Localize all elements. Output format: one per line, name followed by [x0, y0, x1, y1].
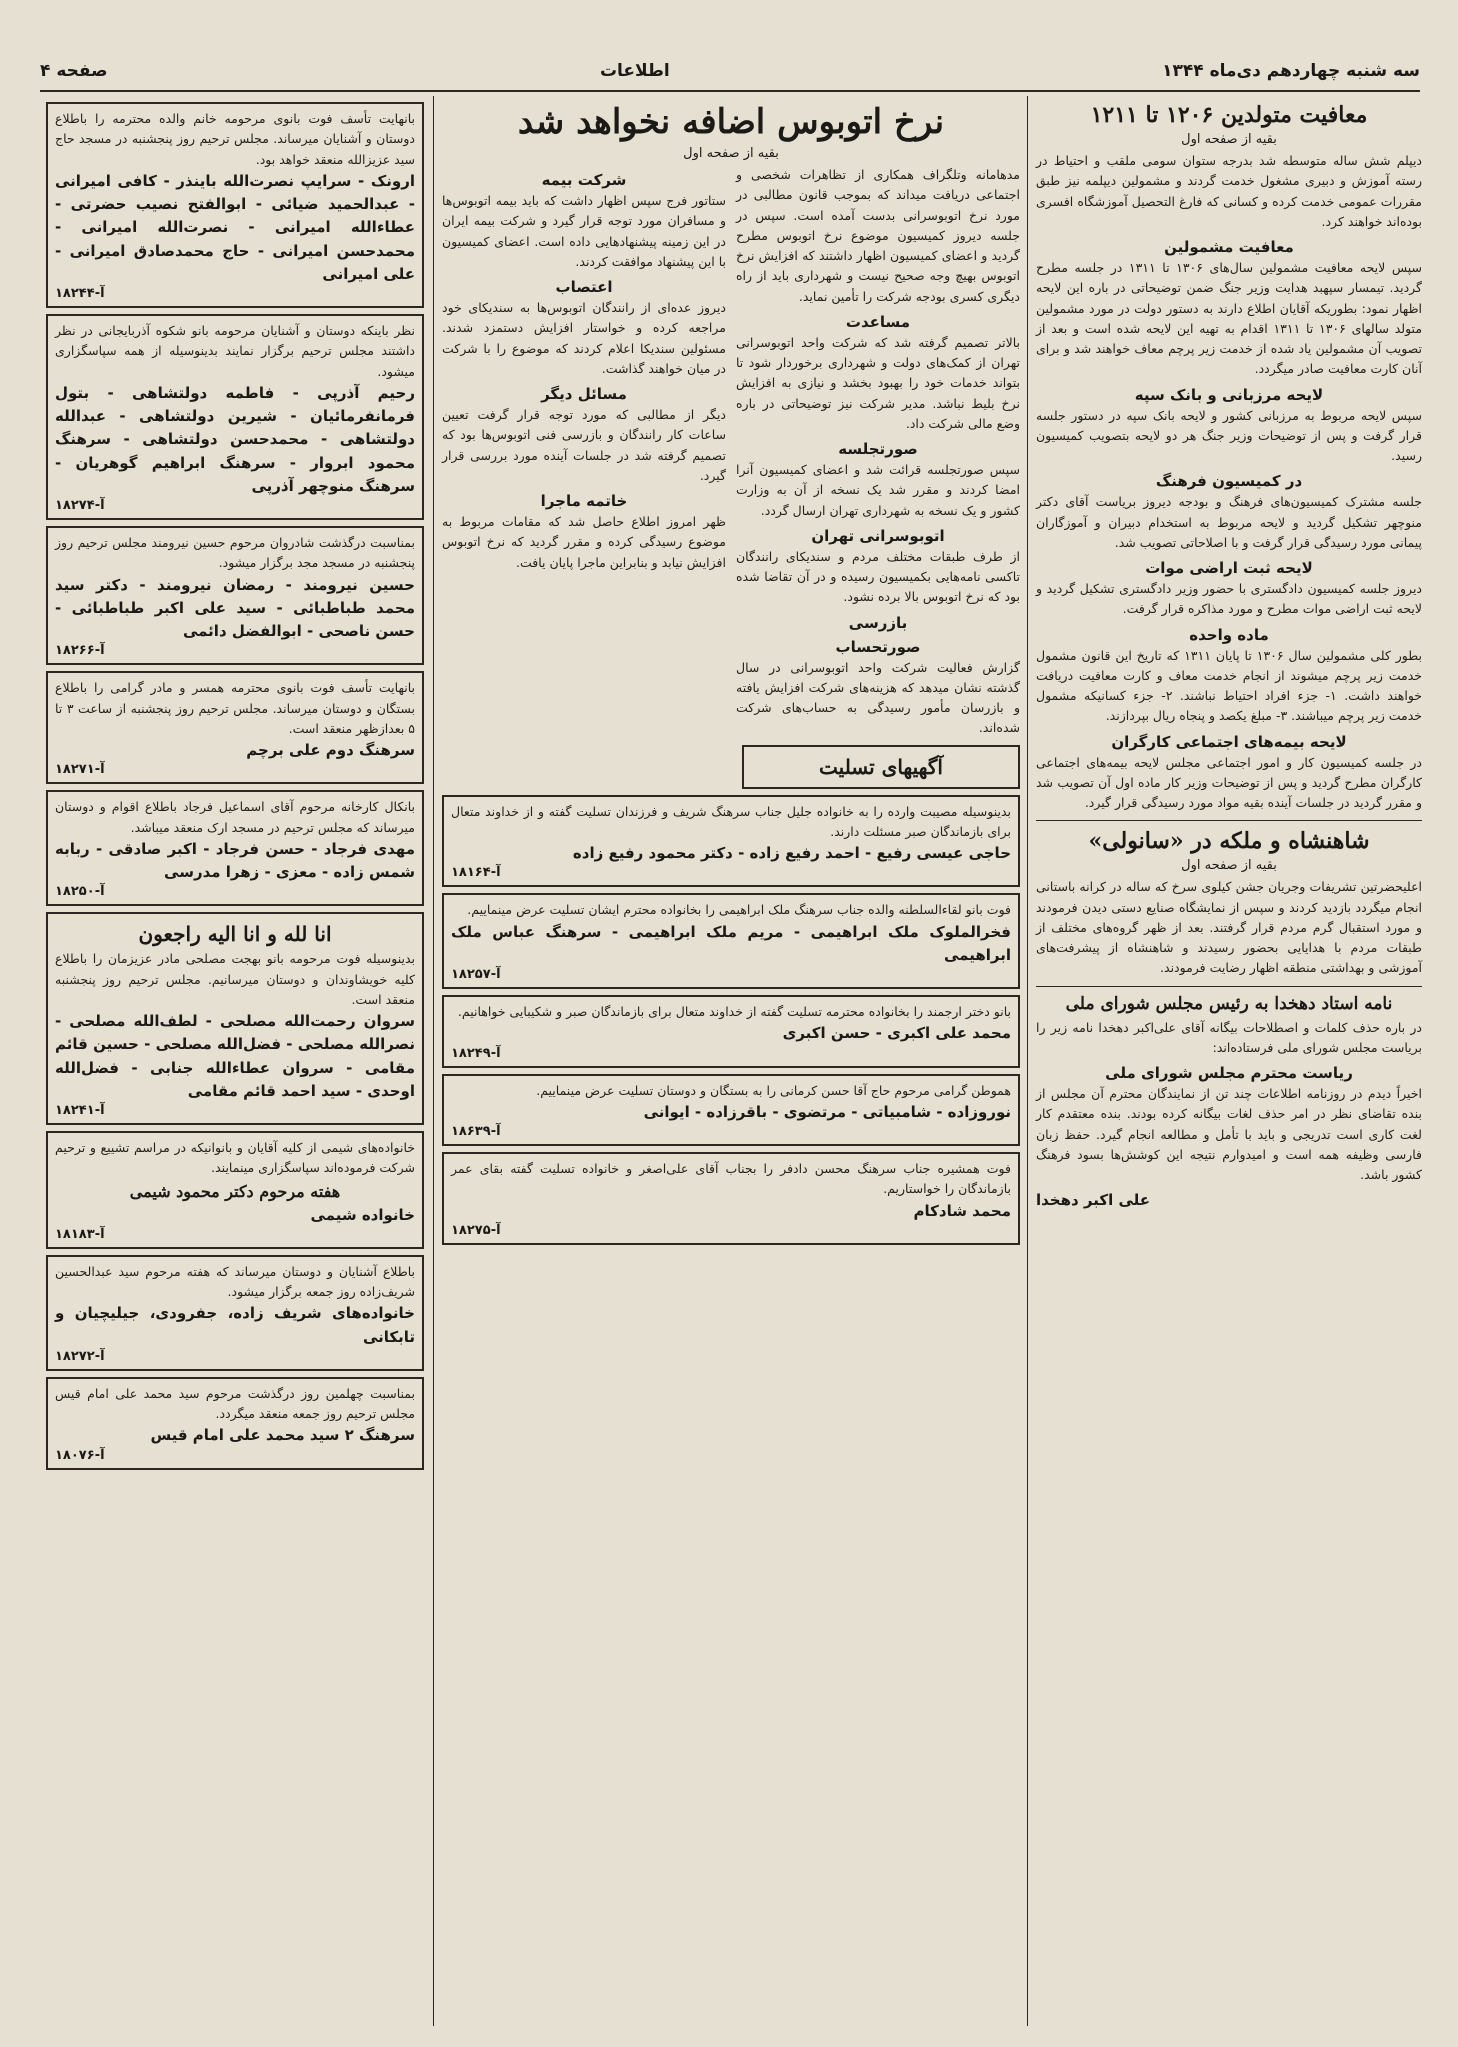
- obituary-ad: [46, 1377, 424, 1470]
- article-text: اخیراً دیدم در روزنامه اطلاعات چند تن از نمایندگان محترم آن مجلس از بنده تقاضای نظر در امر حذف لغات بیگانه کرده بودند. بنده معتقدم کار لغت کاری است تدریجی و باید با تأمل و مطالعه انجام گیرد. حفظ زبان فارسی وظیفه همه است و امیدوارم نتیجه این کوشش‌ها بسود فرهنگ کشور باشد.: [1036, 1086, 1422, 1182]
- subheading: شرکت بیمه: [541, 171, 627, 189]
- article-text: بالاتر تصمیم گرفته شد که شرکت واحد اتوبوسرانی تهران از کمک‌های دولت و شهرداری برخوردار شود تا بتواند خدمات خود را بهبود بخشد و نیازی به افزایش نرخ بلیط نباشد. مدیر شرکت نیز توضیحاتی در باره وضع مالی شرکت داد.: [736, 334, 1020, 431]
- subheading: ماده واحده: [1189, 625, 1269, 644]
- column-divider: [1027, 96, 1028, 2026]
- condolence-ad: [442, 893, 1020, 989]
- ad-code: آ-۱۸۲۷۵: [451, 1222, 501, 1238]
- subheading: صورتحساب: [835, 637, 921, 656]
- ad-text: بدینوسیله مصیبت وارده را به خانواده جلیل جناب سرهنگ شریف و فرزندان تسلیت گفته و از خداوند متعال برای بازماندگان صبر مسئلت دارند.: [451, 803, 1011, 839]
- ad-code: آ-۱۸۲۷۱: [55, 762, 105, 778]
- obituary-ad: [46, 1131, 424, 1249]
- issue-date: سه شنبه چهاردهم دی‌ماه ۱۳۴۴: [1162, 61, 1420, 81]
- continued-note: بقیه از صفحه اول: [683, 146, 779, 161]
- ad-text: فوت همشیره جناب سرهنگ محسن دادفر را بجناب آقای علی‌اصغر و خانواده تسلیت گفته بقای عمر بازماندگان را خواستاریم.: [451, 1161, 1011, 1197]
- headline-dehkhoda: نامه استاد دهخدا به رئیس مجلس شورای ملی: [1065, 993, 1393, 1014]
- page-label: صفحه ۴: [40, 61, 108, 81]
- masthead: [40, 52, 1420, 92]
- signature: علی اکبر دهخدا: [1036, 1191, 1151, 1210]
- ad-code: آ-۱۸۲۶۶: [55, 643, 105, 659]
- obituary-ad: [46, 102, 424, 308]
- subheading: لایحه ثبت اراضی موات: [1145, 559, 1313, 577]
- article-text: گزارش فعالیت شرکت واحد اتوبوسرانی در سال گذشته نشان میدهد که هزینه‌های شرکت افزایش یافته و بازرسان مأمور رسیدگی به حساب‌های شرکت شده‌اند.: [736, 659, 1020, 736]
- column-right: [1030, 96, 1428, 2026]
- ad-code: آ-۱۸۱۸۳: [55, 1226, 105, 1242]
- obituary-ad: [46, 912, 424, 1125]
- ad-names: خانواده‌های شریف زاده، جفرودی، جیلیچیان و تابکانی: [55, 1304, 415, 1346]
- ad-names: نوروزاده - شامبیاتی - مرتضوی - باقرزاده - ایوانی: [643, 1102, 1011, 1121]
- article-text: ستاتور فرج سپس اظهار داشت که باید بیمه اتوبوس‌ها و مسافران مورد توجه قرار گیرد و شرکت بیمه ایران در این زمینه پیشنهادهایی داده است. اعضای کمیسیون با این پیشنهاد موافقت کردند.: [442, 193, 726, 269]
- obituary-ad: [46, 671, 424, 784]
- headline-exemption: معافیت متولدین ۱۲۰۶ تا ۱۲۱۱: [1090, 102, 1368, 128]
- article-text: مدهامانه وتلگراف همکاری از تظاهرات شخصی و اجتماعی دریافت میداند که بموجب قانون مطالبی در مورد نرخ اتوبوسرانی بدست آمده است. سپس در جلسه دیروز کمیسیون موضوع نرخ اتوبوس مطرح گردید و اعضای کمیسیون اظهار داشتند که افزایش نرخ اتوبوس بهیچ وجه صحیح نیست و شهرداری باید از راه دیگری کسری بودجه شرکت را تأمین نماید.: [736, 167, 1020, 304]
- ad-code: آ-۱۸۲۴۹: [451, 1045, 501, 1061]
- ad-text: هموطن گرامی مرحوم حاج آقا حسن کرمانی را به بستگان و دوستان تسلیت عرض مینماییم.: [536, 1082, 1011, 1098]
- subheading: خاتمه ماجرا: [540, 492, 628, 510]
- headline-bus-fare: نرخ اتوبوس اضافه نخواهد شد: [517, 102, 945, 142]
- subheading: اعتصاب: [555, 278, 613, 296]
- ad-code: آ-۱۸۶۳۹: [451, 1124, 501, 1139]
- ad-code: آ-۱۸۲۵۷: [451, 967, 501, 982]
- ad-code: آ-۱۸۲۴۴: [55, 286, 105, 301]
- ad-text: بدینوسیله فوت مرحومه بانو بهجت مصلحی مادر عزیزمان را باطلاع کلیه خویشاوندان و دوستان میرسانیم. مجلس ترحیم روز پنجشنبه منعقد است.: [55, 951, 415, 1007]
- ad-names: مهدی فرجاد - حسن فرجاد - اکبر صادقی - ربابه شمس زاده - معزی - زهرا مدرسی: [55, 839, 415, 881]
- ad-text: بانکال کارخانه مرحوم آقای اسماعیل فرجاد باطلاع اقوام و دوستان میرساند که مجلس ترحیم در مسجد ارک منعقد میباشد.: [55, 799, 415, 835]
- column-left: [40, 96, 430, 2026]
- article-two-columns: [442, 165, 1020, 739]
- ad-names: محمد شادکام: [913, 1201, 1011, 1220]
- subheading: اتوبوسرانی تهران: [811, 526, 945, 545]
- obituary-ad: [46, 314, 424, 520]
- continued-note: بقیه از صفحه اول: [1181, 858, 1277, 874]
- article-text: دیپلم شش ساله متوسطه شد بدرجه ستوان سومی ملقب و احتیاط در رسته آموزش و دبیری مشغول خدمت گردند و مشمولین دیپلمه نیز طبق مقررات عمومی خدمت کرده و کسانی که فارغ التحصیل آموزشگاه افسری بوده‌اند خواهند کرد.: [1036, 153, 1422, 229]
- ad-text: فوت بانو لقاءالسلطنه والده جناب سرهنگ ملک ابراهیمی را بخانواده محترم ایشان تسلیت عرض مینماییم.: [467, 902, 1011, 918]
- subheading: در کمیسیون فرهنگ: [1155, 472, 1303, 491]
- article-text: ظهر امروز اطلاع حاصل شد که مقامات مربوط به موضوع رسیدگی کرده و مقرر گردید که نرخ اتوبوس افزایش نیابد و بنابراین ماجرا پایان یافت.: [442, 514, 726, 570]
- subheading: لایحه مرزبانی و بانک سپه: [1134, 385, 1324, 404]
- article-text: دیگر از مطالبی که مورد توجه قرار گرفت تعیین ساعات کار رانندگان و بازرسی فنی اتوبوس‌ها بود که تصمیم گرفته شد در جلسات آینده مورد بررسی قرار گیرد.: [442, 407, 726, 483]
- obituary-ad: [46, 1255, 424, 1371]
- subheading: لایحه بیمه‌های اجتماعی کارگران: [1111, 732, 1347, 751]
- subheading: صورتجلسه: [838, 440, 918, 458]
- column-divider: [433, 96, 434, 2026]
- article-text: بطور کلی مشمولین سال ۱۳۰۶ تا پایان ۱۳۱۱ که تاریخ این قانون مشمول خدمت زیر پرچم میشوند از انجام خدمت معاف و کارت معافیت دریافت خواهند داشت. ۱- جزء افراد احتیاط نباشند. ۲- جزء کسانیکه مشمول خدمت زیر پرچم میباشند. ۳- مبلغ یکصد و پنجاه ریال بپردازند.: [1036, 647, 1423, 724]
- ad-names: خانواده شیمی: [310, 1205, 415, 1224]
- paper-name: اطلاعات: [599, 61, 670, 81]
- ad-text: بانو دختر ارجمند را بخانواده محترمه تسلیت گفته از خداوند متعال برای بازماندگان صبر و شکیبایی خواهانیم.: [457, 1004, 1011, 1019]
- ad-text: بانهایت تأسف فوت بانوی محترمه همسر و مادر گرامی را باطلاع بستگان و دوستان میرساند. مجلس ترحیم روز پنجشنبه از ساعت ۳ تا ۵ بعدازظهر منعقد است.: [55, 680, 415, 736]
- article-text: از طرف طبقات مختلف مردم و سندیکای رانندگان تاکسی نامه‌هایی بکمیسیون رسیده و در آن تقاضا شده بود که نرخ اتوبوس بالا برده نشود.: [736, 548, 1020, 605]
- ad-names: محمد علی اکبری - حسن اکبری: [782, 1024, 1011, 1043]
- ad-names: حسین نیرومند - رمضان نیرومند - دکتر سید محمد طباطبائی - سید علی اکبر طباطبائی - حسن ناصحی - ابوالفضل دائمی: [55, 575, 415, 640]
- subheading: معافیت مشمولین: [1164, 238, 1294, 256]
- article-subcolumn: [442, 165, 726, 739]
- article-text: در باره حذف کلمات و اصطلاحات بیگانه آقای علی‌اکبر دهخدا نامه زیر را بریاست مجلس شورای ملی فرستاده‌اند:: [1036, 1019, 1422, 1055]
- continued-note: بقیه از صفحه اول: [1181, 132, 1277, 147]
- divider: [1036, 820, 1422, 821]
- condolence-ad: [442, 995, 1020, 1068]
- ad-names: رحیم آذرپی - فاطمه دولتشاهی - بتول فرمانفرمائیان - شیرین دولتشاهی - عبدالله دولتشاهی - محمدحسن دولتشاهی - سرهنگ محمود ابروار - سرهنگ ابراهیم گوهریان - سرهنگ منوچهر آذرپی: [55, 383, 415, 495]
- article-text: دیروز عده‌ای از رانندگان اتوبوس‌ها به سندیکای خود مراجعه کرده و خواستار افزایش دستمزد شدند. مسئولین سندیکا اعلام کردند که موضوع را با شرکت در میان خواهند گذاشت.: [442, 300, 726, 376]
- article-subcolumn: [736, 165, 1020, 739]
- condolence-ad: [442, 1152, 1020, 1245]
- article-text: دیروز جلسه کمیسیون دادگستری با حضور وزیر دادگستری تشکیل گردید و لایحه ثبت اراضی موات مطرح و مورد مذاکره قرار گرفت.: [1036, 581, 1422, 617]
- subheading: ریاست محترم مجلس شورای ملی: [1105, 1064, 1353, 1082]
- ad-code: آ-۱۸۲۵۰: [55, 884, 105, 900]
- ad-names: سرهنگ دوم علی برچم: [246, 741, 415, 759]
- ad-text: بمناسبت چهلمین روز درگذشت مرحوم سید محمد علی امام قیس مجلس ترحیم روز جمعه منعقد میگردد.: [55, 1385, 415, 1421]
- ad-text: بمناسبت درگذشت شادروان مرحوم حسین نیرومند مجلس ترحیم روز پنجشنبه در مسجد مجد برگزار میشود.: [55, 535, 415, 571]
- ad-names: ارونک - سرایپ نصرت‌الله باینذر - کافی امیرانی - عبدالحمید ضیائی - ابوالفتح نصیب حضرتی - عطاءالله امیرانی - نصرت‌الله امیرانی - محمدحسن امیرانی - حاج محمدصادق امیرانی - علی امیرانی: [55, 171, 415, 283]
- article-text: جلسه مشترک کمیسیون‌های فرهنگ و بودجه دیروز بریاست آقای دکتر منوچهر تشکیل گردید و لایحه مربوط به استخدام دبیران و آموزگاران پیمانی مورد رسیدگی قرار گرفت و با اصلاحاتی تصویب شد.: [1036, 494, 1422, 550]
- ad-code: آ-۱۸۱۶۴: [451, 865, 501, 881]
- ad-code: آ-۱۸۲۷۲: [55, 1348, 105, 1364]
- obituary-ad: [46, 790, 424, 906]
- condolence-title: آگهیهای تسلیت: [819, 754, 943, 779]
- condolence-ad: [442, 795, 1020, 888]
- ad-names: سرهنگ ۲ سید محمد علی امام قیس: [150, 1426, 415, 1445]
- article-text: در جلسه کمیسیون کار و امور اجتماعی مجلس لایحه بیمه‌های اجتماعی کارگران مطرح گردید و پس از توضیحات وزیر کار ماده اول آن تصویب شد و مقرر گردید در جلسات آینده بقیه مواد مورد رسیدگی قرار گیرد.: [1036, 754, 1422, 810]
- subheading: بازرسی: [848, 613, 908, 632]
- ad-names: فخرالملوک ملک ابراهیمی - مریم ملک ابراهیمی - سرهنگ عباس ملک ابراهیمی: [451, 922, 1011, 964]
- ad-code: آ-۱۸۲۷۴: [55, 498, 105, 513]
- condolence-ad: [442, 1074, 1020, 1147]
- ad-code: آ-۱۸۲۴۱: [55, 1103, 105, 1118]
- article-text: اعلیحضرتین تشریفات وجریان جشن کیلوی سرخ که ساله در کرانه باستانی انجام میگردد بازدید کردند و سپس از نمایشگاه صنایع دستی دیدن فرمودند و مورد استقبال گرم مردم قرار گرفتند. بعد از ظهر گروه‌های مختلف از طبقات مردم با هدایایی بحضور رسیدند و شاهنشاه از پیشرفت‌های آموزشی و بهداشتی منطقه اظهار رضایت فرمودند.: [1036, 879, 1422, 976]
- ad-text: باطلاع آشنایان و دوستان میرساند که هفته مرحوم سید عبدالحسین شریف‌زاده روز جمعه برگزار میشود.: [55, 1263, 415, 1299]
- ad-title: هفته مرحوم دکتر محمود شیمی: [129, 1181, 341, 1201]
- subheading: مساعدت: [845, 312, 911, 331]
- obituary-ad: [46, 526, 424, 665]
- article-text: سپس لایحه مربوط به مرزبانی کشور و لایحه بانک سپه در دستور جلسه قرار گرفت و پس از توضیحات وزیر جنگ هر دو لایحه بتصویب کمیسیون رسید.: [1036, 407, 1422, 463]
- ad-names: سروان رحمت‌الله مصلحی - لطف‌الله مصلحی - نصرالله مصلحی - فضل‌الله مصلحی - حسین قائم مقامی - سروان عطاءالله جنابی - فضل‌الله اوحدی - سید احمد قائم مقامی: [55, 1012, 415, 1100]
- headline-shah: شاهنشاه و ملکه در «سانولی»: [1088, 828, 1370, 855]
- divider: [1036, 986, 1422, 987]
- ad-text: بانهایت تأسف فوت بانوی مرحومه خانم والده محترمه را باطلاع دوستان و آشنایان میرساند. مجلس ترحیم روز پنجشنبه در مسجد حاج سید عزیزالله منعقد خواهد بود.: [55, 111, 415, 167]
- subheading: مسائل دیگر: [541, 385, 627, 403]
- ad-names: حاجی عیسی رفیع - احمد رفیع زاده - دکتر محمود رفیع زاده: [572, 844, 1011, 862]
- ad-text: نظر باینکه دوستان و آشنایان مرحومه بانو شکوه آذربایجانی در نظر داشتند مجلس ترحیم برگزار نمایند بدینوسیله از همه سپاسگزاری میشود.: [55, 323, 415, 379]
- condolence-section: [742, 745, 1020, 789]
- column-middle: [436, 96, 1026, 2026]
- ad-code: آ-۱۸۰۷۶: [55, 1447, 105, 1463]
- article-text: سپس صورتجلسه قرائت شد و اعضای کمیسیون آنرا امضا کردند و مقرر شد یک نسخه از آن به وزارت کشور و یک نسخه به شهرداری تهران ارسال گردد.: [736, 462, 1020, 518]
- ad-title: انا لله و انا الیه راجعون: [138, 922, 332, 947]
- ad-text: خانواده‌های شیمی از کلیه آقایان و بانوانیکه در مراسم تشییع و ترحیم شرکت فرموده‌اند سپاسگزاری مینمایند.: [55, 1140, 415, 1176]
- article-text: سپس لایحه معافیت مشمولین سال‌های ۱۳۰۶ تا ۱۳۱۱ در جلسه مطرح گردید. تیمسار سپهبد هدایت وزیر جنگ ضمن توضیحاتی در باره این لایحه اظهار نمود: بطوریکه آقایان اطلاع دارند به دستور دولت در مورد مشمولین متولد سالهای ۱۳۰۶ تا ۱۳۱۱ اقدام به تهیه این لایحه شده است و بعد از تصویب آن مشمولین یاد شده از خدمت زیر پرچم معاف خواهند شد و برای آنان کارت معافیت صادر میگردد.: [1036, 260, 1423, 377]
